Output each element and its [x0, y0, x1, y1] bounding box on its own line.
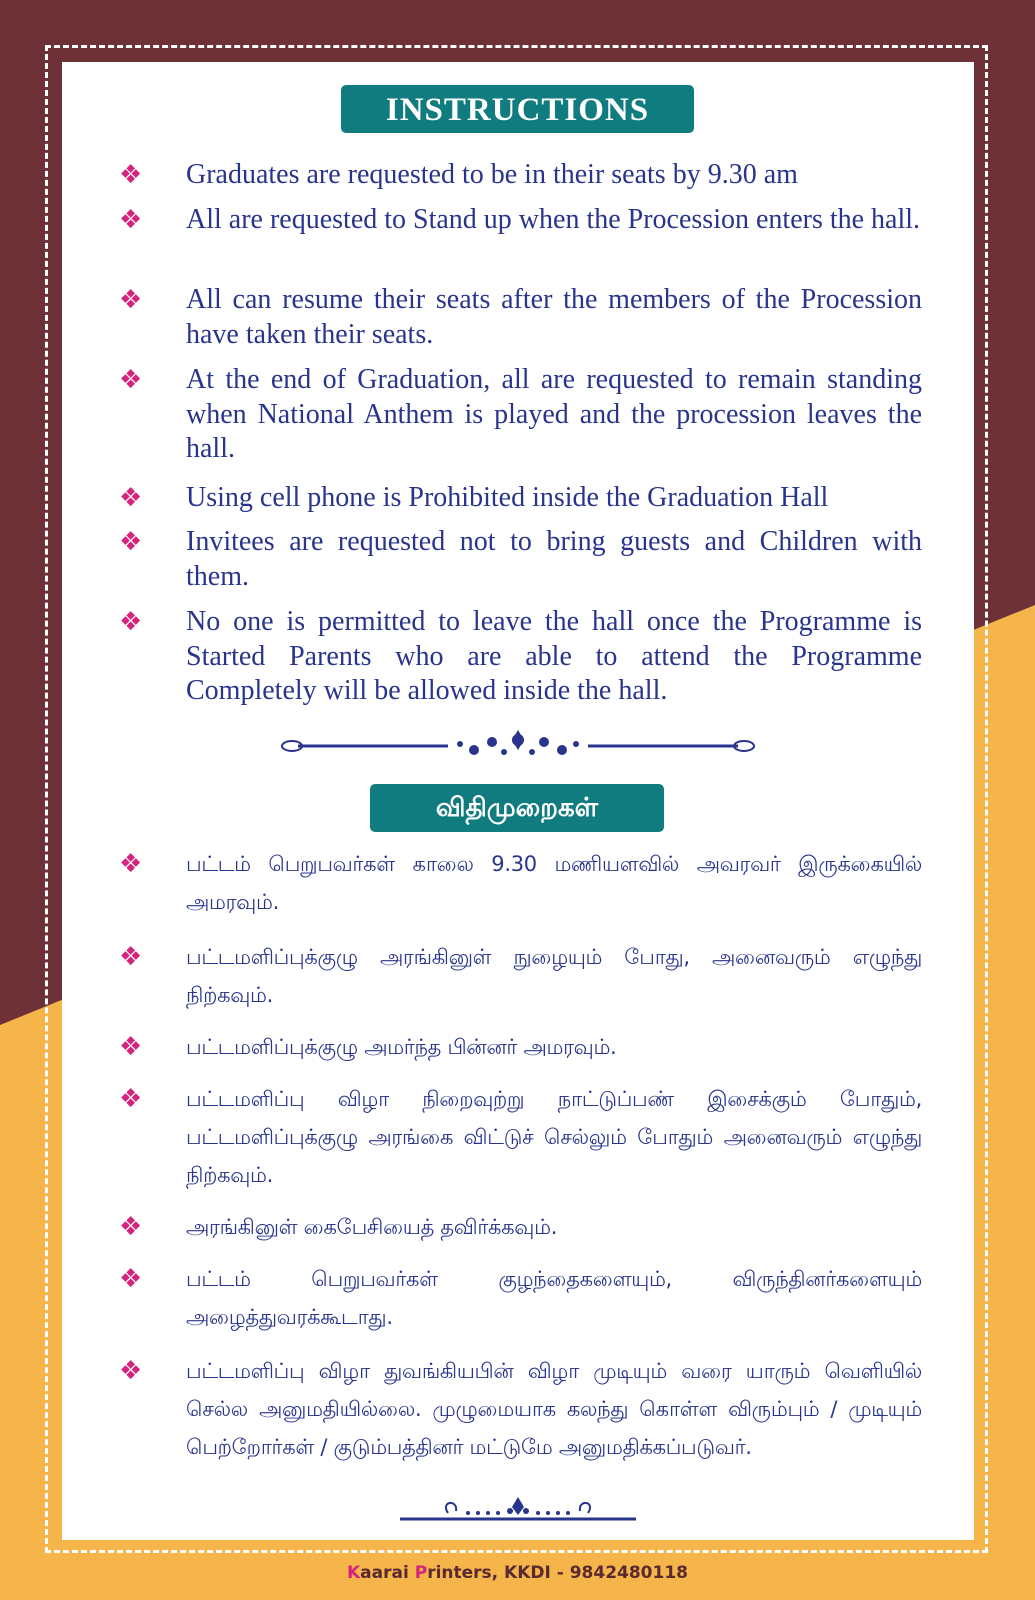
ornament-divider-icon	[278, 728, 758, 768]
list-item	[119, 525, 922, 594]
list-item-text: All can resume their seats after the members of the Procession have taken their seats.	[186, 284, 922, 350]
list-item-text: பட்டமளிப்பு விழா துவங்கியபின் விழா முடியும் வரை யாரும் வெளியில் செல்ல அனுமதியில்லை. முழுமையாக கலந்து கொள்ள விரும்பும் / முடியும் பெற்றோர்கள் / குடும்பத்தினர் மட்டுமே அனுமதிக்கப்படுவர்.	[186, 1359, 922, 1459]
list-item	[119, 1260, 922, 1336]
list-item-text: No one is permitted to leave the hall once the Programme is Started Parents who are able to attend the Programme Completely will be allowed inside the hall.	[186, 606, 922, 706]
list-item-text: பட்டமளிப்புக்குழு அமர்ந்த பின்னர் அமரவும்.	[186, 1035, 617, 1059]
list-item	[119, 481, 922, 516]
list-item-text: பட்டமளிப்புக்குழு அரங்கினுள் நுழையும் போது, அனைவரும் எழுந்து நிற்கவும்.	[186, 945, 922, 1007]
list-item-text: Graduates are requested to be in their seats by 9.30 am	[186, 159, 798, 190]
list-item-text: Invitees are requested not to bring guests and Children with them.	[186, 526, 922, 592]
bullet-icon: ❖	[119, 1084, 143, 1114]
list-item-text: At the end of Graduation, all are requested to remain standing when National Anthem is played and the procession leaves the hall.	[186, 364, 922, 464]
bullet-icon: ❖	[119, 285, 143, 315]
list-item-text: அரங்கினுள் கைபேசியைத் தவிர்க்கவும்.	[186, 1215, 558, 1239]
list-item	[119, 938, 922, 1014]
bullet-icon: ❖	[119, 607, 143, 637]
footer-text-2: rinters, KKDI - 9842480118	[427, 1563, 688, 1583]
list-item	[119, 363, 922, 467]
footer-initial-k: K	[346, 1563, 361, 1583]
bullet-icon: ❖	[119, 1212, 143, 1242]
bullet-icon: ❖	[119, 365, 143, 395]
bullet-icon: ❖	[119, 942, 143, 972]
printer-credit	[0, 1563, 1035, 1583]
list-item	[119, 1352, 922, 1466]
list-item-text: All are requested to Stand up when the Procession enters the hall.	[186, 204, 921, 235]
tamil-rules-heading: விதிமுறைகள்	[370, 784, 664, 832]
list-item	[119, 203, 922, 238]
list-item	[119, 158, 922, 193]
list-item-text: பட்டம் பெறுபவர்கள் காலை 9.30 மணியளவில் அவரவர் இருக்கையில் அமரவும்.	[186, 852, 922, 914]
list-item	[119, 283, 922, 352]
list-item-text: Using cell phone is Prohibited inside the Graduation Hall	[186, 482, 829, 513]
list-item-text: பட்டம் பெறுபவர்கள் குழந்தைகளையும், விருந்தினர்களையும் அழைத்துவரக்கூடாது.	[186, 1267, 922, 1329]
footer-initial-p: P	[414, 1563, 428, 1583]
list-item	[119, 1080, 922, 1194]
list-item	[119, 845, 922, 921]
bullet-icon: ❖	[119, 849, 143, 879]
bullet-icon: ❖	[119, 1356, 143, 1386]
bullet-icon: ❖	[119, 1264, 143, 1294]
footer-text-1: aarai	[360, 1563, 415, 1583]
list-item-text: பட்டமளிப்பு விழா நிறைவுற்று நாட்டுப்பண் இசைக்கும் போதும், பட்டமளிப்புக்குழு அரங்கை விட்டுச் செல்லும் போதும் அனைவரும் எழுந்து நிற்கவும்.	[186, 1087, 922, 1187]
instructions-heading: INSTRUCTIONS	[341, 85, 694, 133]
bullet-icon: ❖	[119, 527, 143, 557]
list-item	[119, 1028, 922, 1066]
bullet-icon: ❖	[119, 1032, 143, 1062]
ornament-footer-icon	[398, 1493, 638, 1525]
bullet-icon: ❖	[119, 160, 143, 190]
bullet-icon: ❖	[119, 483, 143, 513]
list-item	[119, 1208, 922, 1246]
list-item	[119, 605, 922, 709]
bullet-icon: ❖	[119, 205, 143, 235]
